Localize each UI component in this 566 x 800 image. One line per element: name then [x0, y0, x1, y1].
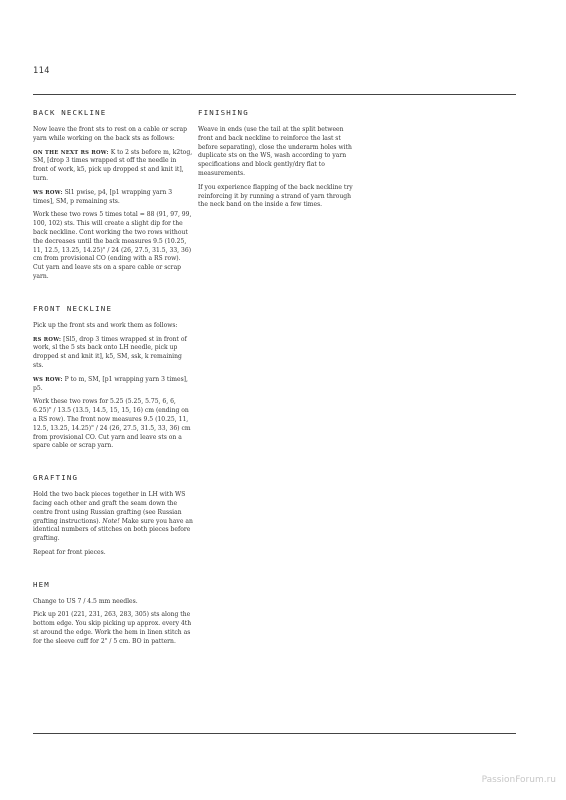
finishing-tip: If you experience flapping of the back neckline try reinforcing it by running a strand of yarn through the neck band on the inside a few times.: [198, 183, 353, 209]
back-neckline-section: [33, 108, 193, 282]
front-neckline-rs-row: [33, 336, 193, 371]
hem-body: Pick up 201 (221, 231, 263, 283, 305) sts along the bottom edge. You skip picking up approx. every 4th st around the edge. Work the hem in linen stitch as for the sleeve cuff for 2" / 5 cm. BO in pattern.: [33, 611, 192, 645]
grafting-repeat: Repeat for front pieces.: [33, 548, 106, 556]
front-neckline-heading: FRONT NECKLINE: [33, 303, 113, 313]
back-neckline-intro: Now leave the front sts to rest on a cable or scrap yarn while working on the back sts as follows:: [33, 126, 187, 142]
back-neckline-ws-row: [33, 189, 193, 207]
left-column: [33, 108, 193, 669]
grafting-text-b: Make sure you have an identical numbers of stitches on both pieces before grafting.: [33, 517, 193, 543]
back-neckline-body: Work these two rows 5 times total = 88 (91, 97, 99, 100, 102) sts. This will create a slight dip for the back neckline. Cont working the two rows without the decreases until the back measures 9.5 (10.25, 11, 12.5, 13.25, 14.25)" / 24 (26, 27.5, 31.5, 33, 36) cm from provisional CO (ending with a RS row). Cut yarn and leave sts on a spare cable or scrap yarn.: [33, 211, 192, 280]
back-neckline-heading: BACK NECKLINE: [33, 108, 107, 117]
back-neckline-rs-row: [33, 149, 193, 184]
ws-row-text: Sl1 pwise, p4, [p1 wrapping yarn 3 times], SM, p remaining sts.: [33, 188, 173, 205]
grafting-section: [33, 473, 193, 558]
hem-section: [33, 580, 193, 647]
rs-row-text: K to 2 sts before m, k2tog, SM, [drop 3 times wrapped st off the needle in front of work, k5, pick up dropped st and knit it], turn.: [33, 148, 193, 182]
finishing-text: Weave in ends (use the tail at the split between front and back neckline to reinforce the last st before separating), close the underarm holes with duplicate sts on the WS, wash according to yarn specifications and block gently/dry flat to measurements.: [198, 126, 352, 177]
front-neckline-ws-row: [33, 376, 193, 394]
rs-row-label: RS ROW:: [33, 336, 62, 343]
top-divider: [33, 94, 516, 95]
front-neckline-section: [33, 304, 193, 451]
finishing-section: [198, 108, 358, 210]
grafting-heading: GRAFTING: [33, 473, 79, 483]
hem-heading: HEM: [33, 579, 50, 589]
ws-row-label: WS ROW:: [33, 376, 63, 383]
grafting-text-a: Hold the two back pieces together in LH with WS facing each other and graft the seam down the centre front using Russian grafting (see Russian grafting instructions).: [33, 491, 186, 525]
ws-row-label: WS ROW:: [33, 189, 63, 196]
right-column: [198, 108, 358, 232]
rs-row-text: [Sl5, drop 3 times wrapped st in front of work, sl the 5 sts back onto LH needle, pick up dropped st and knit it], k5, SM, ssk, k remaining sts.: [33, 335, 187, 369]
grafting-text: [33, 491, 193, 544]
hem-needles: Change to US 7 / 4.5 mm needles.: [33, 597, 138, 605]
watermark: PassionForum.ru: [481, 775, 556, 785]
front-neckline-intro: Pick up the front sts and work them as follows:: [33, 321, 178, 329]
rs-row-label: ON THE NEXT RS ROW:: [33, 149, 109, 156]
front-neckline-body: Work these two rows for 5.25 (5.25, 5.75, 6, 6, 6.25)" / 13.5 (13.5, 14.5, 15, 15, 16) cm (ending on a RS row). The front now measures 9.5 (10.25, 11, 12.5, 13.25, 14.25)" / 24 (26, 27.5, 31.5, 33, 36) cm from provisional CO. Cut yarn and leave sts on a spare cable or scrap yarn.: [33, 398, 191, 450]
finishing-heading: FINISHING: [198, 108, 249, 117]
bottom-divider: [33, 733, 516, 734]
ws-row-text: P to m, SM, [p1 wrapping yarn 3 times], p5.: [33, 375, 188, 392]
grafting-note: Note!: [102, 517, 120, 525]
page-number: 114: [33, 66, 50, 76]
